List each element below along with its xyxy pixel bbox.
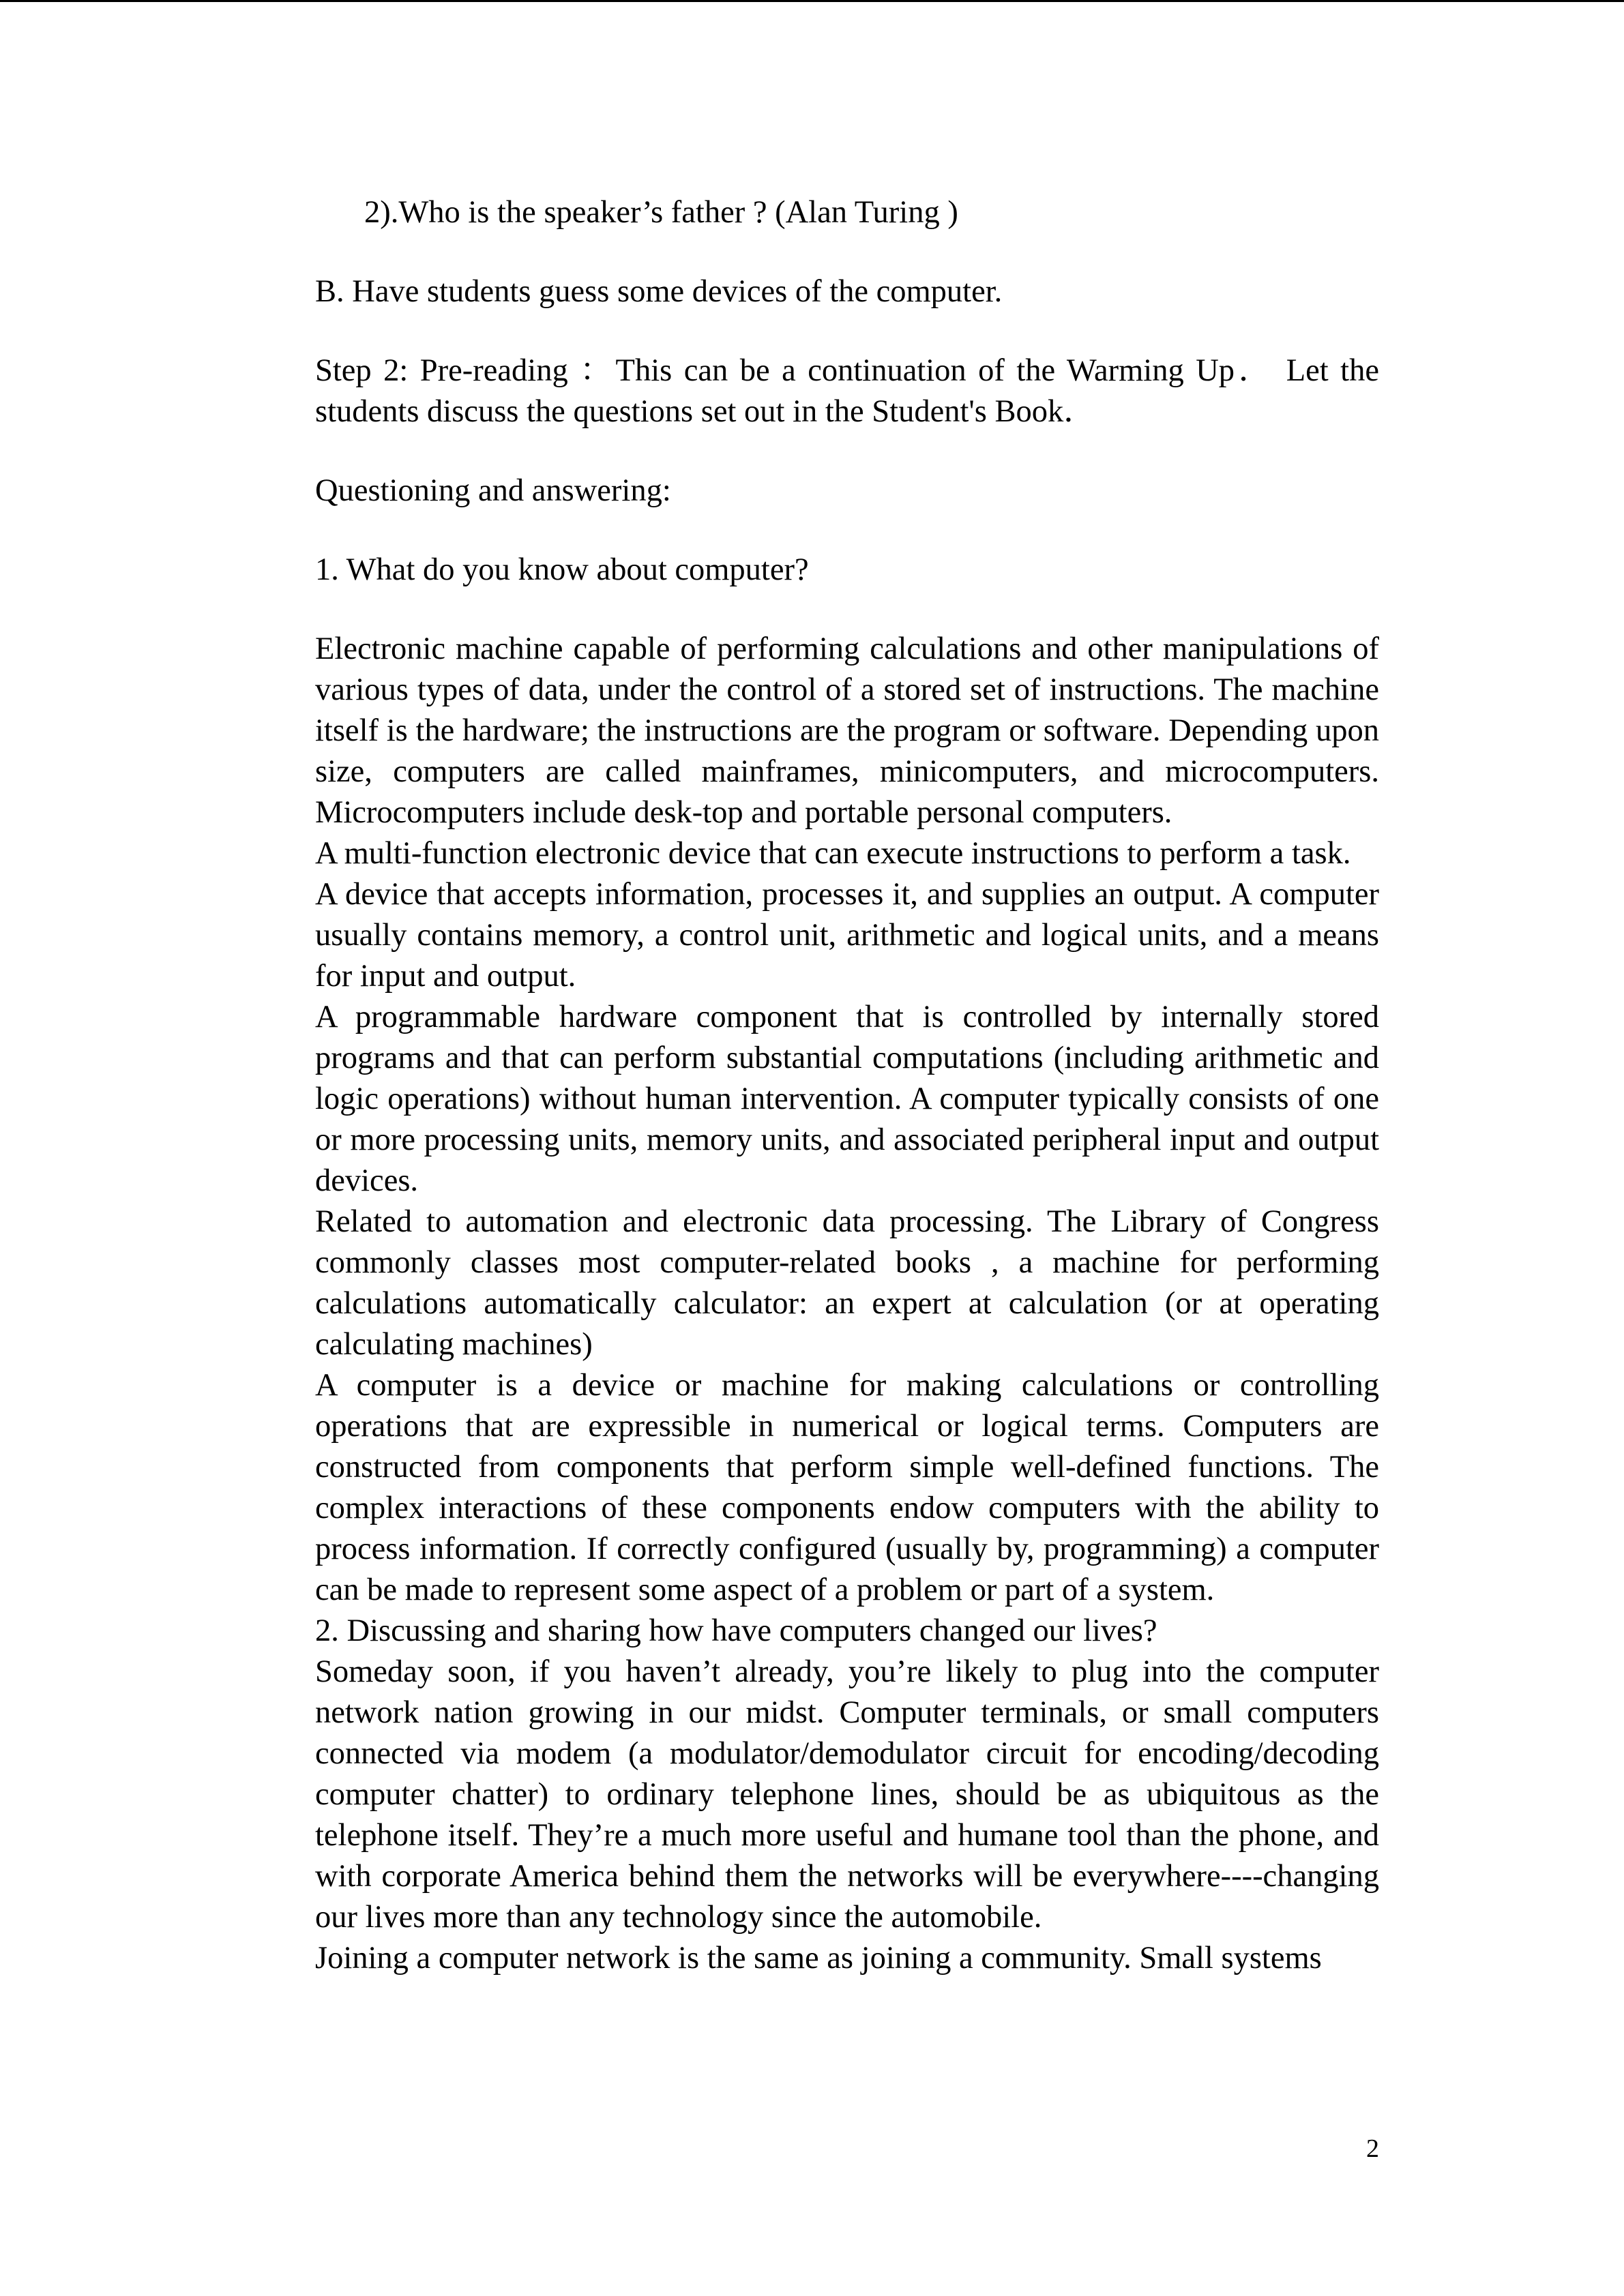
definition-paragraph-1: Electronic machine capable of performing calculations and other manipulations of various types of data, under the control of a stored set of instructions. The machine itself is the hardware; the instructions are the program or software. Depending upon size, computers are called mainframes, minicomputers, and microcomputers. Microcomputers include desk-top and portable personal computers. xyxy=(315,631,1379,830)
page-number: 2 xyxy=(1366,2134,1379,2163)
question-speaker-father: 2).Who is the speaker’s father ? (Alan Turing ) xyxy=(364,195,958,230)
community-paragraph: Joining a computer network is the same as joining a community. Small systems xyxy=(315,1941,1322,1976)
network-paragraph: Someday soon, if you haven’t already, you’re likely to plug into the computer network nation growing in our midst. Computer terminals, or small computers connected via modem (a modulator/demodulator circuit for encoding/decoding computer chatter) to ordinary telephone lines, should be as ubiquitous as the telephone itself. They’re a much more useful and humane tool than the phone, and with corporate America behind them the networks will be everywhere----changing our lives more than any technology since the automobile. xyxy=(315,1654,1379,1935)
definition-paragraph-6: A computer is a device or machine for making calculations or controlling operations that are expressible in numerical or logical terms. Computers are constructed from components that perform simple well-defined functions. The complex interactions of these components endow computers with the ability to process information. If correctly configured (usually by, programming) a computer can be made to represent some aspect of a problem or part of a system. xyxy=(315,1368,1379,1607)
document-body xyxy=(315,192,1379,1979)
definition-paragraph-4: A programmable hardware component that is controlled by internally stored programs and that can perform substantial computations (including arithmetic and logic operations) without human intervention. A computer typically consists of one or more processing units, memory units, and associated peripheral input and output devices. xyxy=(315,1000,1379,1198)
definition-paragraph-5: Related to automation and electronic data processing. The Library of Congress commonly classes most computer-related books , a machine for performing calculations automatically calculator: an expert at calculation (or at operating calculating machines) xyxy=(315,1204,1379,1362)
step-2-pre-reading: Step 2: Pre-reading ：This can be a continuation of the Warming Up． Let the students discuss the questions set out in the Student's Book． xyxy=(315,353,1379,429)
definition-paragraph-3: A device that accepts information, processes it, and supplies an output. A computer usually contains memory, a control unit, arithmetic and logical units, and a means for input and output. xyxy=(315,877,1379,994)
questioning-heading: Questioning and answering: xyxy=(315,473,671,508)
question-2: 2. Discussing and sharing how have computers changed our lives? xyxy=(315,1613,1157,1648)
page-top-border xyxy=(0,0,1624,2)
definition-paragraph-2: A multi-function electronic device that can execute instructions to perform a task. xyxy=(315,836,1351,871)
question-1: 1. What do you know about computer? xyxy=(315,552,809,587)
activity-guess-devices: B. Have students guess some devices of the computer. xyxy=(315,274,1003,309)
